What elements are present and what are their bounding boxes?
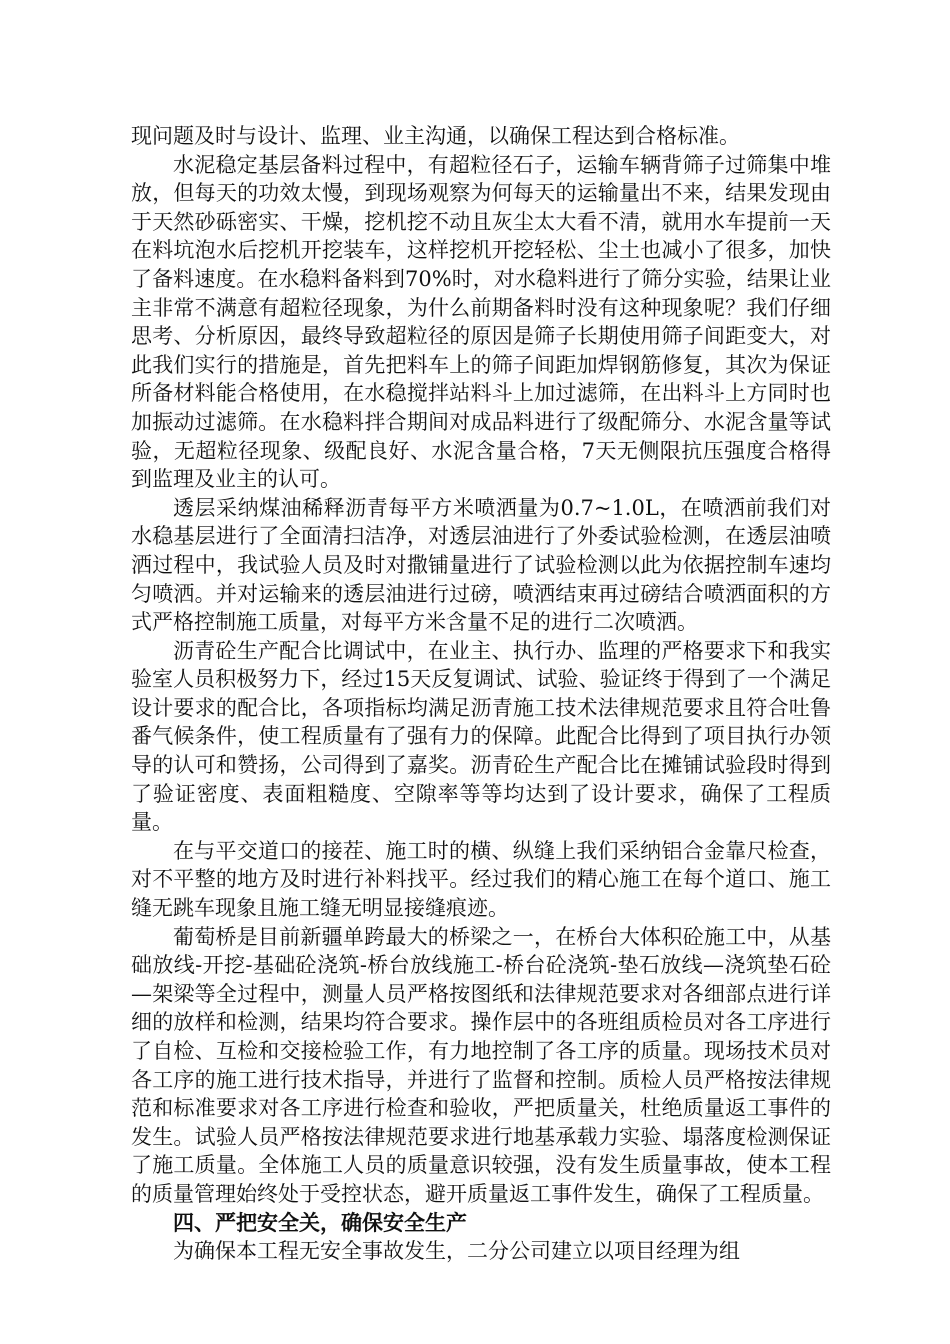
paragraph-continuation: 现问题及时与设计、监理、业主沟通，以确保工程达到合格标准。: [131, 124, 740, 148]
paragraph-asphalt-mix: 沥青砼生产配合比调试中，在业主、执行办、监理的严格要求下和我实验室人员积极努力下，经过15天反复调试、试验、验证终于得到了一个满足设计要求的配合比，各项指标均满足沥青施工技术法律规范要求且符合吐鲁番气候条件，使工程质量有了强有力的保障。此配合比得到了项目执行办领导的认可和赞扬，公司得到了嘉奖。沥青砼生产配合比在摊铺试验段时得到了验证密度、表面粗糙度、空隙率等等均达到了设计要求，确保了工程质量。: [131, 638, 831, 835]
paragraph-safety-intro: 为确保本工程无安全事故发生，二分公司建立以项目经理为组: [173, 1239, 740, 1264]
section-heading-safety: 四、严把安全关，确保安全生产: [173, 1209, 467, 1235]
paragraph-joints: 在与平交道口的接茬、施工时的横、纵缝上我们采纳铝合金靠尺检查，对不平整的地方及时进行补料找平。经过我们的精心施工在每个道口、施工缝无跳车现象且施工缝无明显接缝痕迹。: [131, 838, 831, 921]
document-body: [131, 122, 831, 1266]
paragraph-prime-coat: 透层采纳煤油稀释沥青每平方米喷洒量为0.7~1.0L，在喷洒前我们对水稳基层进行了全面清扫洁净，对透层油进行了外委试验检测，在透层油喷洒过程中，我试验人员及时对撒铺量进行了试验检测以此为依据控制车速均匀喷洒。并对运输来的透层油进行过磅，喷洒结束再过磅结合喷洒面积的方式严格控制施工质量，对每平方米含量不足的进行二次喷洒。: [131, 495, 831, 635]
paragraph-cement-base: 水泥稳定基层备料过程中，有超粒径石子，运输车辆背筛子过筛集中堆放，但每天的功效太慢，到现场观察为何每天的运输量出不来，结果发现由于天然砂砾密实、干燥，挖机挖不动且灰尘太大看不清，就用水车提前一天在料坑泡水后挖机开挖装车，这样挖机开挖轻松、尘土也减小了很多，加快了备料速度。在水稳料备料到70%时，对水稳料进行了筛分实验，结果让业主非常不满意有超粒径现象，为什么前期备料时没有这种现象呢？我们仔细思考、分析原因，最终导致超粒径的原因是筛子长期使用筛子间距变大，对此我们实行的措施是，首先把料车上的筛子间距加焊钢筋修复，其次为保证所备材料能合格使用，在水稳搅拌站料斗上加过滤筛，在出料斗上方同时也加振动过滤筛。在水稳料拌合期间对成品料进行了级配筛分、水泥含量等试验，无超粒径现象、级配良好、水泥含量合格，7天无侧限抗压强度合格得到监理及业主的认可。: [131, 152, 831, 492]
paragraph-bridge: 葡萄桥是目前新疆单跨最大的桥梁之一，在桥台大体积砼施工中，从基础放线-开挖-基础砼浇筑-桥台放线施工-桥台砼浇筑-垫石放线—浇筑垫石砼—架梁等全过程中，测量人员严格按图纸和法律规范要求对各细部点进行详细的放样和检测，结果均符合要求。操作层中的各班组质检员对各工序进行了自检、互检和交接检验工作，有力地控制了各工序的质量。现场技术员对各工序的施工进行技术指导，并进行了监督和控制。质检人员严格按法律规范和标准要求对各工序进行检查和验收，严把质量关，杜绝质量返工事件的发生。试验人员严格按法律规范要求进行地基承载力实验、塌落度检测保证了施工质量。全体施工人员的质量意识较强，没有发生质量事故，使本工程的质量管理始终处于受控状态，避开质量返工事件发生，确保了工程质量。: [131, 924, 831, 1206]
